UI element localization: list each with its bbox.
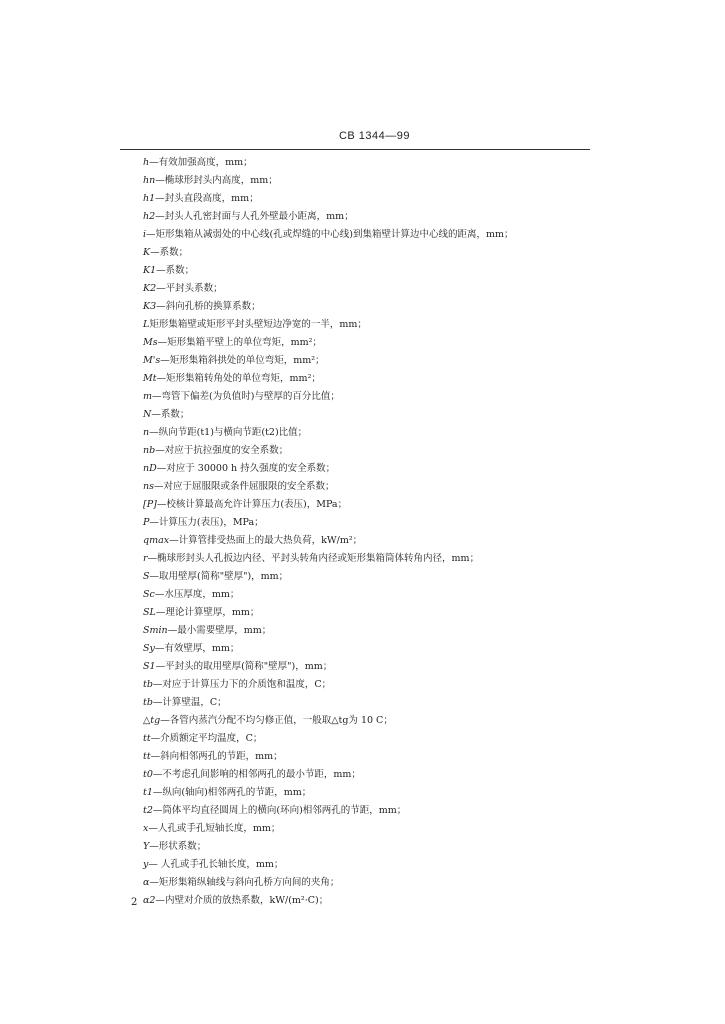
symbol-term: K1 (143, 265, 157, 276)
symbol-term: Ms (143, 337, 158, 348)
symbol-definition (143, 460, 583, 478)
symbol-description: —平封头的取用壁厚(简称"壁厚")，mm； (155, 661, 333, 672)
symbol-description: —矩形集箱平壁上的单位弯矩，mm²； (157, 337, 322, 348)
symbol-definition (143, 712, 583, 730)
symbol-definition (143, 442, 583, 460)
symbol-description: 矩形集箱壁或矩形平封头壁短边净宽的一半，mm； (149, 319, 367, 330)
symbol-term: h2 (143, 211, 156, 222)
symbol-term: S (143, 571, 150, 582)
symbol-definition (143, 586, 583, 604)
symbol-definition (143, 550, 583, 568)
symbol-definition (143, 262, 583, 280)
standard-code: CB 1344—99 (338, 130, 410, 142)
symbol-definition (143, 280, 583, 298)
symbol-term: Sy (143, 643, 155, 654)
symbol-description: —计算管排受热面上的最大热负荷，kW/m²； (169, 535, 363, 546)
symbol-description: —各管内蒸汽分配不均匀修正值，一般取△tg为 10 C； (160, 715, 393, 726)
symbol-definition (143, 874, 583, 892)
symbol-definition (143, 334, 583, 352)
symbol-term: y (143, 859, 149, 870)
symbol-description: —计算压力(表压)，MPa； (149, 517, 264, 528)
symbol-definition (143, 820, 583, 838)
symbol-description: —系数； (151, 409, 190, 420)
symbol-term: x (143, 823, 149, 834)
symbol-description: —不考虑孔间影响的相邻两孔的最小节距，mm； (152, 769, 361, 780)
symbol-description: —内壁对介质的放热系数，kW/(m²·C)； (155, 895, 329, 906)
symbol-term: α (143, 877, 150, 888)
symbol-term: t2 (143, 805, 153, 816)
symbol-term: tt (143, 751, 151, 762)
symbol-definition (143, 172, 583, 190)
symbol-description: —斜向相邻两孔的节距，mm； (150, 751, 283, 762)
symbol-term: P (143, 517, 150, 528)
symbol-description: —人孔或手孔短轴长度，mm； (148, 823, 281, 834)
symbol-definition (143, 568, 583, 586)
symbol-definition (143, 316, 583, 334)
page-number: 2 (131, 897, 138, 908)
symbol-term: SL (143, 607, 156, 618)
symbol-term: t0 (143, 769, 153, 780)
symbol-term: N (143, 409, 152, 420)
symbol-definition (143, 424, 583, 442)
symbol-description: —有效加强高度，mm； (149, 157, 253, 168)
symbol-description: —系数； (156, 265, 195, 276)
symbol-definition (143, 730, 583, 748)
symbol-description: —矩形集箱从减弱处的中心线(孔或焊缝的中心线)到集箱壁计算边中心线的距离，mm； (146, 229, 514, 240)
symbol-description: —矩形集箱斜拱处的单位弯矩，mm²； (160, 355, 325, 366)
symbol-definition (143, 604, 583, 622)
symbol-description: —介质额定平均温度，C； (150, 733, 263, 744)
symbol-description: —斜向孔桥的换算系数； (156, 301, 261, 312)
symbol-description: — 人孔或手孔长轴长度，mm； (148, 859, 284, 870)
symbol-term: [P] (143, 499, 157, 510)
symbol-description: —椭球形封头人孔扳边内径、平封头转角内径或矩形集箱筒体转角内径，mm； (147, 553, 480, 564)
symbol-definition (143, 208, 583, 226)
symbol-definition (143, 676, 583, 694)
symbol-description: —对应于抗拉强度的安全系数； (155, 445, 289, 456)
symbol-term: ns (143, 481, 154, 492)
symbol-term: S1 (143, 661, 156, 672)
symbol-term: Sc (143, 589, 155, 600)
page-header (120, 130, 590, 150)
symbol-definition (143, 784, 583, 802)
symbol-definition (143, 352, 583, 370)
symbol-description: —系数； (150, 247, 189, 258)
symbol-description: —水压厚度，mm； (154, 589, 240, 600)
symbol-term: tb (143, 679, 153, 690)
symbol-definition (143, 496, 583, 514)
symbol-description: —弯管下偏差(为负值时)与壁厚的百分比值； (152, 391, 340, 402)
symbol-definition (143, 658, 583, 676)
symbol-definition (143, 190, 583, 208)
symbol-term: M's (143, 355, 161, 366)
symbol-definition (143, 298, 583, 316)
symbol-definition (143, 532, 583, 550)
symbol-description: —筒体平均直径圆周上的横向(环向)相邻两孔的节距，mm； (152, 805, 407, 816)
symbol-description: —对应于 30000 h 持久强度的安全系数； (156, 463, 336, 474)
symbol-definition (143, 514, 583, 532)
symbol-term: n (143, 427, 150, 438)
symbol-term: tt (143, 733, 151, 744)
symbol-description: —矩形集箱转角处的单位弯矩，mm²； (156, 373, 321, 384)
header-rule (120, 149, 590, 150)
symbol-term: h (143, 157, 150, 168)
symbol-description: —校核计算最高允许计算压力(表压)，MPa； (156, 499, 348, 510)
symbol-description: —矩形集箱纵轴线与斜向孔桥方向间的夹角； (149, 877, 340, 888)
symbol-term: hn (143, 175, 156, 186)
symbol-definition (143, 244, 583, 262)
symbol-definition (143, 856, 583, 874)
symbol-definition (143, 406, 583, 424)
symbol-definition (143, 640, 583, 658)
symbol-description: —平封头系数； (156, 283, 223, 294)
symbol-description: —纵向节距(t1)与横向节距(t2)比值； (149, 427, 308, 438)
symbol-term: K3 (143, 301, 157, 312)
symbol-term: i (143, 229, 147, 240)
symbol-term: r (143, 553, 148, 564)
symbol-description: —最小需要壁厚，mm； (167, 625, 272, 636)
symbol-description: —对应于计算压力下的介质饱和温度，C； (152, 679, 332, 690)
symbol-definition (143, 370, 583, 388)
symbol-definition (143, 838, 583, 856)
symbol-term: Y (143, 841, 150, 852)
symbol-term: nD (143, 463, 157, 474)
symbol-definition (143, 766, 583, 784)
symbol-term: L (143, 319, 150, 330)
symbol-term: nb (143, 445, 156, 456)
symbol-description: —计算壁温，C； (152, 697, 227, 708)
symbol-definition (143, 478, 583, 496)
symbol-definition (143, 892, 583, 910)
symbol-term: h1 (143, 193, 156, 204)
symbol-description: —纵向(轴向)相邻两孔的节距，mm； (152, 787, 312, 798)
symbol-list (143, 154, 583, 910)
symbol-term: tb (143, 697, 153, 708)
symbol-description: —对应于屈服限或条件屈服限的安全系数； (154, 481, 335, 492)
symbol-term: α2 (143, 895, 156, 906)
symbol-definition (143, 694, 583, 712)
symbol-definition (143, 802, 583, 820)
symbol-description: —理论计算壁厚，mm； (155, 607, 260, 618)
symbol-description: —取用壁厚(简称"壁厚")，mm； (149, 571, 289, 582)
symbol-definition (143, 226, 583, 244)
symbol-term: qmax (143, 535, 170, 546)
symbol-term: Smin (143, 625, 168, 636)
symbol-definition (143, 154, 583, 172)
symbol-term: △tg (143, 715, 161, 726)
symbol-description: —形状系数； (149, 841, 207, 852)
symbol-definition (143, 748, 583, 766)
symbol-term: K2 (143, 283, 157, 294)
symbol-description: —椭球形封头内高度，mm； (155, 175, 278, 186)
symbol-term: K (143, 247, 151, 258)
symbol-description: —封头人孔密封面与人孔外壁最小距离，mm； (155, 211, 354, 222)
symbol-term: Mt (143, 373, 157, 384)
symbol-description: —有效壁厚，mm； (154, 643, 240, 654)
symbol-definition (143, 388, 583, 406)
symbol-term: t1 (143, 787, 153, 798)
symbol-term: m (143, 391, 153, 402)
symbol-description: —封头直段高度，mm； (155, 193, 259, 204)
symbol-definition (143, 622, 583, 640)
